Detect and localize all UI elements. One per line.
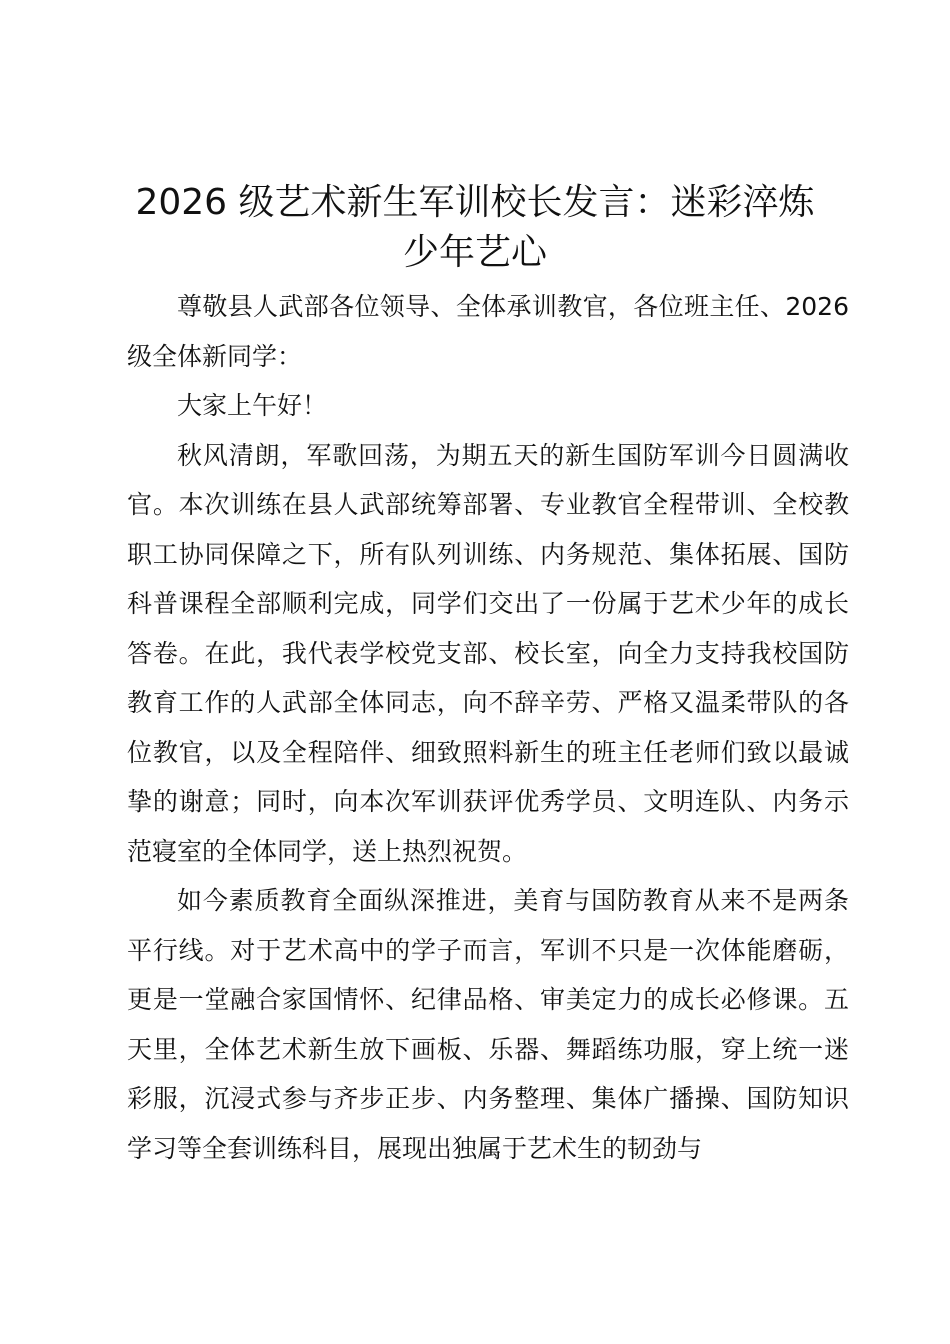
document-title: 2026 级艺术新生军训校长发言：迷彩淬炼少年艺心 — [135, 182, 815, 273]
paragraph-thanks: 秋风清朗，军歌回荡，为期五天的新生国防军训今日圆满收官。本次训练在县人武部统筹部署、专业教官全程带训、全校教职工协同保障之下，所有队列训练、内务规范、集体拓展、国防科普课程全部顺利完成，同学们交出了一份属于艺术少年的成长答卷。在此，我代表学校党支部、校长室，向全力支持我校国防教育工作的人武部全体同志，向不辞辛劳、严格又温柔带队的各位教官，以及全程陪伴、细致照料新生的班主任老师们致以最诚挚的谢意；同时，向本次军训获评优秀学员、文明连队、内务示范寝室的全体同学，送上热烈祝贺。 — [127, 440, 849, 866]
paragraph-education: 如今素质教育全面纵深推进，美育与国防教育从来不是两条平行线。对于艺术高中的学子而言，军训不只是一次体能磨砺，更是一堂融合家国情怀、纪律品格、审美定力的成长必修课。五天里，全体艺术新生放下画板、乐器、舞蹈练功服，穿上统一迷彩服，沉浸式参与齐步正步、内务整理、集体广播操、国防知识学习等全套训练科目，展现出独属于艺术生的韧劲与 — [127, 886, 849, 1163]
paragraph-greeting: 大家上午好！ — [177, 391, 328, 420]
paragraph-salutation: 尊敬县人武部各位领导、全体承训教官，各位班主任、2026 级全体新同学： — [127, 292, 849, 371]
document-body — [127, 282, 849, 1173]
